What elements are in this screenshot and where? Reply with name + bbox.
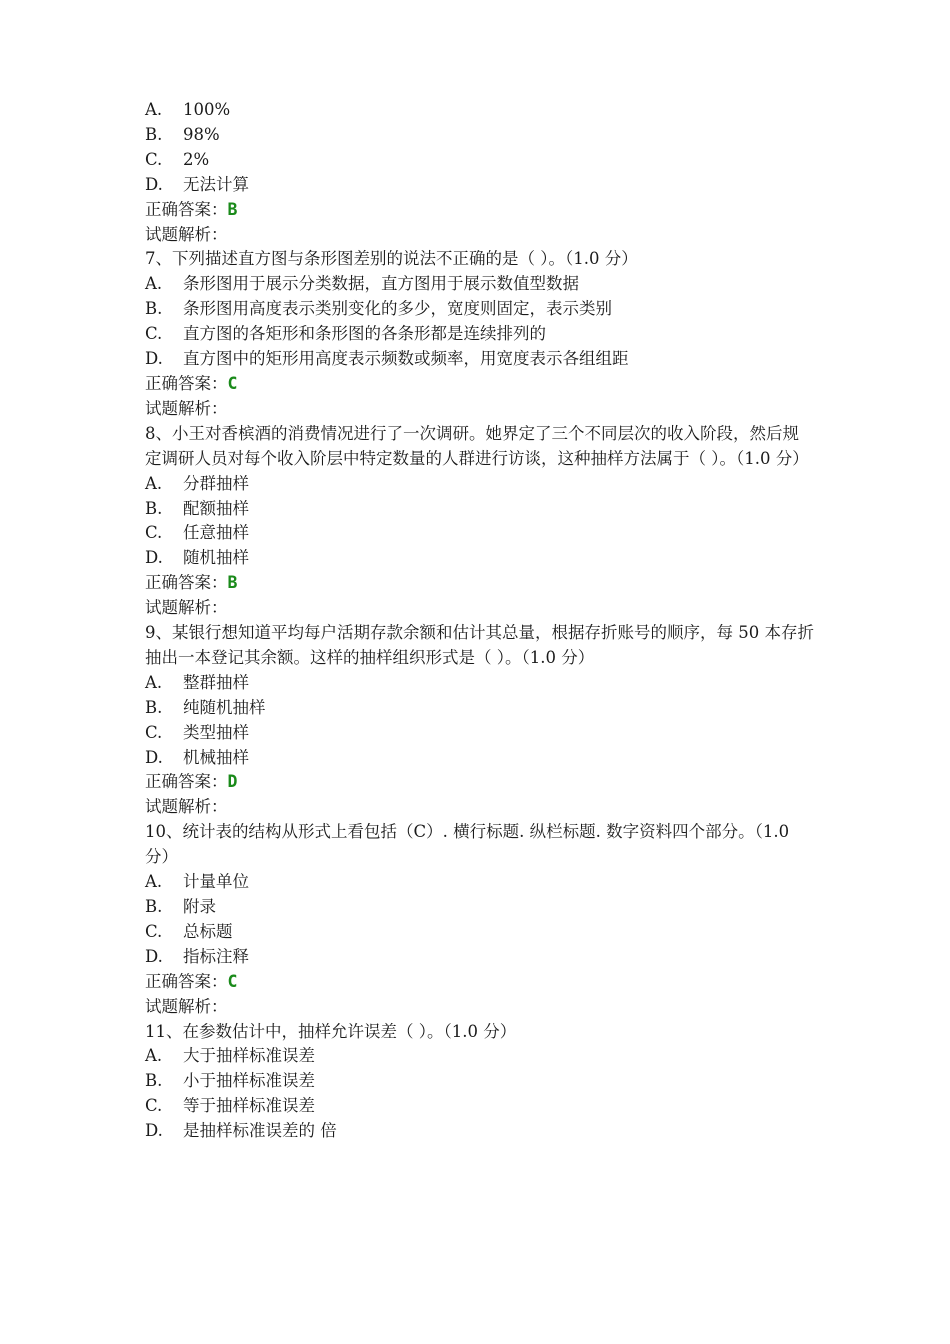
question-8	[145, 422, 815, 621]
option-c: C. 任意抽样	[145, 523, 249, 543]
option-a: A. 分群抽样	[145, 473, 249, 493]
option-d: D. 直方图中的矩形用高度表示频数或频率，用宽度表示各组组距	[145, 349, 629, 369]
question-7	[145, 247, 815, 421]
correct-answer: 正确答案：B	[145, 199, 238, 219]
option-c: C. 2%	[145, 149, 210, 169]
answer-value: B	[227, 573, 238, 593]
question-9	[145, 621, 815, 820]
option-b: B. 条形图用高度表示类别变化的多少，宽度则固定，表示类别	[145, 299, 612, 319]
option-a: A. 大于抽样标准误差	[145, 1046, 315, 1066]
question-document	[145, 98, 815, 1144]
option-d: D. 是抽样标准误差的 倍	[145, 1121, 337, 1141]
option-c: C. 直方图的各矩形和条形图的各条形都是连续排列的	[145, 324, 546, 344]
answer-value: C	[227, 971, 238, 991]
option-c: C. 总标题	[145, 921, 233, 941]
correct-answer: 正确答案：C	[145, 373, 238, 393]
option-b: B. 98%	[145, 124, 220, 144]
question-10	[145, 820, 815, 1019]
option-d: D. 机械抽样	[145, 747, 249, 767]
option-b: B. 配额抽样	[145, 498, 249, 518]
analysis-label: 试题解析：	[145, 797, 228, 817]
analysis-label: 试题解析：	[145, 398, 228, 418]
correct-answer: 正确答案：B	[145, 573, 238, 593]
analysis-label: 试题解析：	[145, 224, 228, 244]
option-a: A. 计量单位	[145, 872, 249, 892]
question-stem: 8、小王对香槟酒的消费情况进行了一次调研。她界定了三个不同层次的收入阶段，然后规定调研人员对每个收入阶层中特定数量的人群进行访谈，这种抽样方法属于（ ）。（1.0 分）	[145, 423, 809, 468]
option-c: C. 类型抽样	[145, 722, 249, 742]
answer-value: B	[227, 199, 238, 219]
option-d: D. 随机抽样	[145, 548, 249, 568]
question-stem: 11、在参数估计中，抽样允许误差（ ）。（1.0 分）	[145, 1021, 517, 1041]
question-11	[145, 1020, 815, 1145]
option-a: A. 条形图用于展示分类数据，直方图用于展示数值型数据	[145, 274, 579, 294]
option-a: A. 100%	[145, 100, 231, 119]
correct-answer: 正确答案：D	[145, 772, 238, 792]
option-b: B. 纯随机抽样	[145, 697, 266, 717]
question-stem: 9、某银行想知道平均每户活期存款余额和估计其总量，根据存折账号的顺序，每 50 本存折抽出一本登记其余额。这样的抽样组织形式是（ ）。（1.0 分）	[145, 623, 814, 667]
option-d: D. 无法计算	[145, 174, 249, 194]
option-b: B. 小于抽样标准误差	[145, 1071, 315, 1091]
question-stem: 10、统计表的结构从形式上看包括（C）. 横行标题. 纵栏标题. 数字资料四个部分。（1.0 分）	[145, 822, 790, 867]
option-a: A. 整群抽样	[145, 672, 249, 692]
answer-value: D	[227, 772, 238, 792]
answer-value: C	[227, 373, 238, 393]
question-stem: 7、下列描述直方图与条形图差别的说法不正确的是（ ）。（1.0 分）	[145, 249, 638, 269]
option-c: C. 等于抽样标准误差	[145, 1096, 315, 1116]
analysis-label: 试题解析：	[145, 996, 228, 1016]
option-d: D. 指标注释	[145, 946, 249, 966]
analysis-label: 试题解析：	[145, 598, 228, 618]
option-b: B. 附录	[145, 897, 216, 916]
question-6-continued	[145, 98, 815, 247]
correct-answer: 正确答案：C	[145, 971, 238, 991]
